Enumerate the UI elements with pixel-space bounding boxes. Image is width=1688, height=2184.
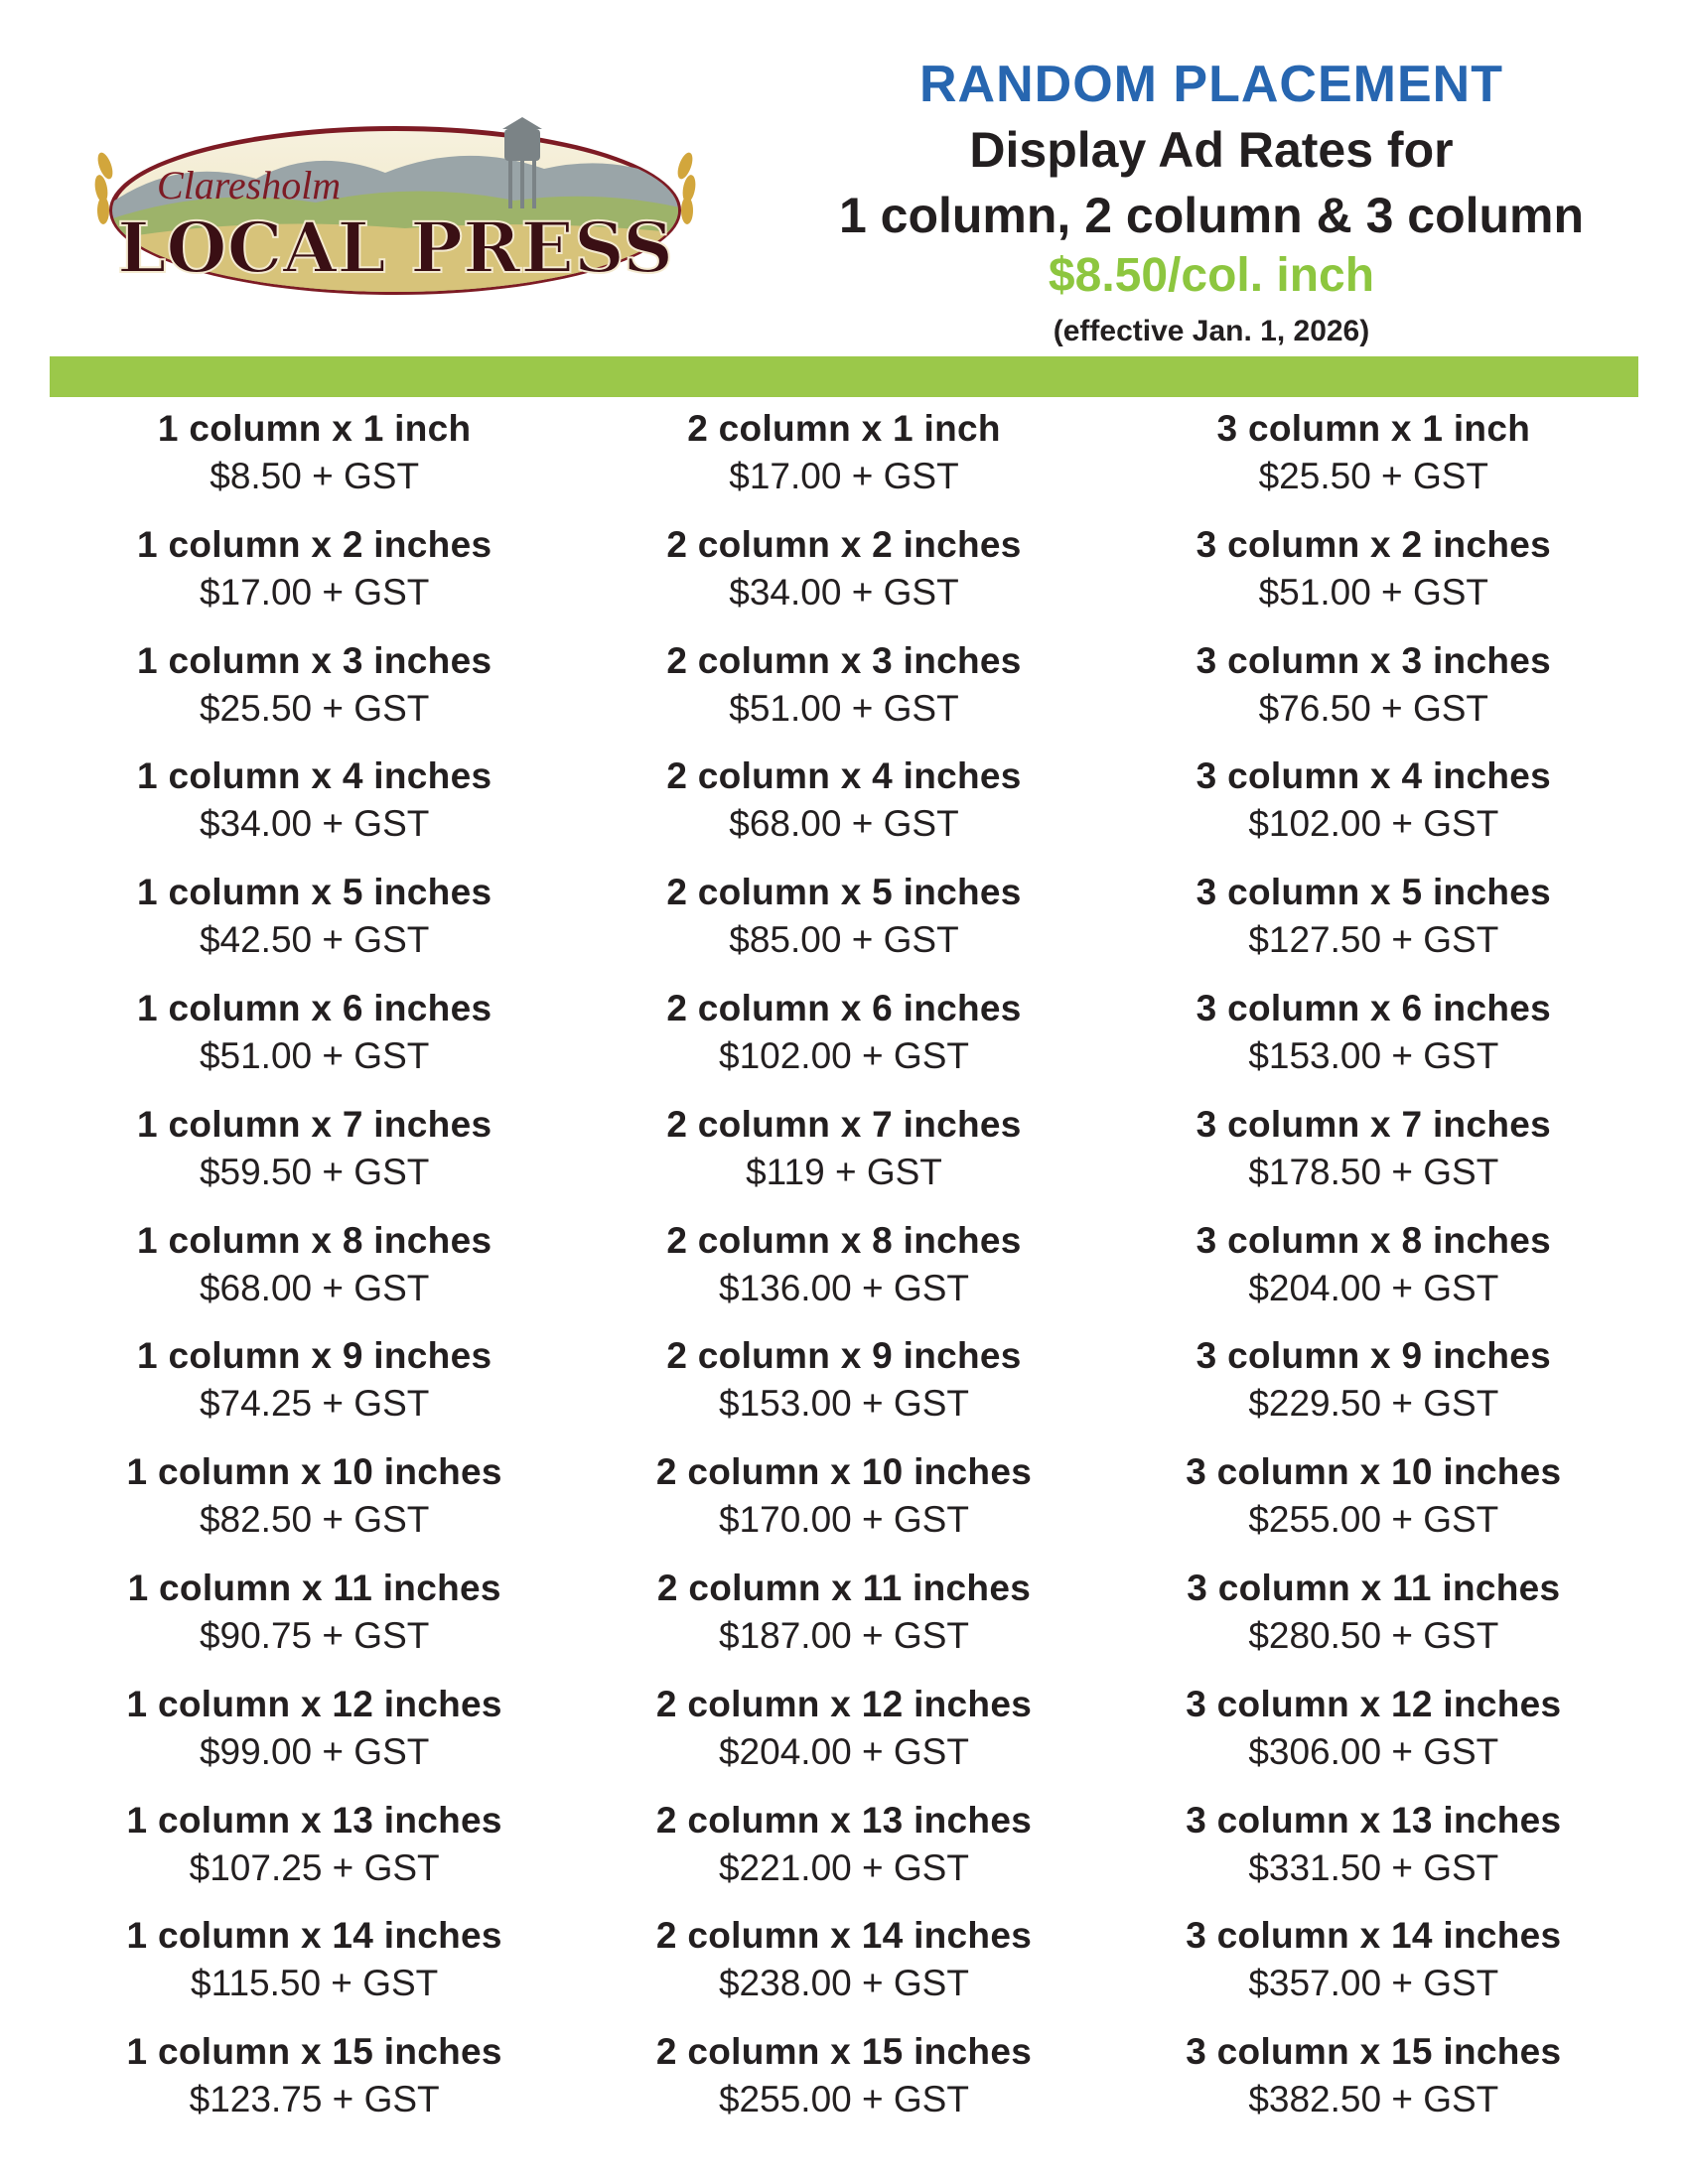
column-options-title: 1 column, 2 column & 3 column <box>838 188 1585 243</box>
rate-header <box>735 52 1688 359</box>
rate-entry <box>1186 1681 1561 1797</box>
ad-size: 2 column x 13 inches <box>655 1799 1033 1841</box>
ad-price: $34.00 + GST <box>729 571 959 613</box>
rate-entry <box>656 1912 1032 2028</box>
ad-size: 1 column x 15 inches <box>126 2031 502 2073</box>
ad-size: 1 column x 8 inches <box>137 1219 492 1261</box>
ad-size: 3 column x 15 inches <box>1186 2031 1562 2073</box>
rate-entry <box>656 1681 1032 1797</box>
ad-size: 3 column x 5 inches <box>1196 872 1551 913</box>
rate-entry <box>656 1448 1032 1565</box>
ad-size: 1 column x 12 inches <box>126 1683 502 1724</box>
rate-entry <box>127 1797 502 1913</box>
ad-price: $382.50 + GST <box>1248 2079 1499 2120</box>
ad-price: $255.00 + GST <box>1248 1499 1499 1541</box>
ad-price: $153.00 + GST <box>1248 1034 1499 1076</box>
ad-size: 1 column x 3 inches <box>137 639 492 681</box>
rate-entry <box>1187 1565 1560 1681</box>
ad-size: 2 column x 2 inches <box>666 523 1022 565</box>
ad-price: $119 + GST <box>746 1151 942 1192</box>
rate-entry <box>666 752 1021 869</box>
rate-entry <box>1196 1101 1551 1217</box>
ad-price: $306.00 + GST <box>1248 1730 1499 1772</box>
rate-entry <box>137 752 492 869</box>
ad-size: 2 column x 9 inches <box>666 1335 1022 1377</box>
display-ad-rates-title: Display Ad Rates for <box>969 122 1454 178</box>
rate-per-column-inch: $8.50/col. inch <box>1048 249 1375 302</box>
ad-price: $280.50 + GST <box>1248 1614 1499 1656</box>
ad-price: $187.00 + GST <box>719 1614 969 1656</box>
ad-price: $59.50 + GST <box>199 1151 430 1192</box>
ad-size: 1 column x 7 inches <box>137 1103 492 1145</box>
ad-size: 2 column x 11 inches <box>656 1567 1032 1608</box>
rate-entry <box>687 405 1001 521</box>
ad-size: 1 column x 13 inches <box>126 1799 502 1841</box>
rate-entry <box>666 521 1021 637</box>
ad-price: $204.00 + GST <box>718 1730 969 1772</box>
ad-size: 1 column x 6 inches <box>137 987 492 1028</box>
rate-entry <box>1186 1912 1561 2028</box>
rate-entry <box>127 2028 502 2144</box>
ad-size: 2 column x 3 inches <box>666 639 1022 681</box>
ad-price: $178.50 + GST <box>1248 1151 1499 1192</box>
ad-size: 1 column x 4 inches <box>137 755 492 797</box>
ad-size: 2 column x 15 inches <box>655 2031 1033 2073</box>
ad-price: $25.50 + GST <box>199 687 430 729</box>
ad-size: 3 column x 4 inches <box>1196 755 1551 797</box>
rate-entry <box>666 1332 1021 1448</box>
water-tower-icon <box>502 117 542 208</box>
rate-entry <box>1186 1797 1561 1913</box>
ad-size: 3 column x 10 inches <box>1186 1451 1562 1493</box>
ad-price: $51.00 + GST <box>1258 571 1489 613</box>
ad-price: $238.00 + GST <box>718 1963 969 2004</box>
rate-entry <box>657 1565 1031 1681</box>
ad-size: 3 column x 12 inches <box>1186 1683 1562 1724</box>
ad-price: $170.00 + GST <box>718 1499 969 1541</box>
rate-entry <box>1217 405 1531 521</box>
rate-entry <box>1196 752 1551 869</box>
rate-entry <box>137 1101 492 1217</box>
rate-entry <box>1196 1217 1551 1333</box>
rate-entry <box>137 869 492 985</box>
ad-price: $25.50 + GST <box>1258 456 1489 496</box>
effective-date: (effective Jan. 1, 2026) <box>1053 315 1370 347</box>
ad-price: $221.00 + GST <box>718 1846 969 1888</box>
ad-size: 2 column x 7 inches <box>666 1103 1022 1145</box>
ad-price: $153.00 + GST <box>719 1383 969 1425</box>
ad-size: 2 column x 6 inches <box>666 987 1022 1028</box>
rate-entry <box>127 1681 502 1797</box>
rate-entry <box>1196 869 1551 985</box>
ad-price: $123.75 + GST <box>189 2079 440 2120</box>
ad-price: $102.00 + GST <box>1248 803 1499 845</box>
ad-price: $85.00 + GST <box>729 919 959 961</box>
rate-entry <box>656 1797 1032 1913</box>
rate-entry <box>656 2028 1032 2144</box>
ad-price: $8.50 + GST <box>210 456 420 496</box>
rates-grid <box>50 405 1638 2144</box>
rate-entry <box>137 985 492 1101</box>
ad-price: $17.00 + GST <box>729 456 959 496</box>
rate-entry <box>666 869 1021 985</box>
ad-price: $90.75 + GST <box>199 1614 430 1656</box>
ad-size: 2 column x 4 inches <box>666 755 1022 797</box>
ad-price: $68.00 + GST <box>199 1267 430 1308</box>
rate-entry <box>137 1217 492 1333</box>
ad-size: 2 column x 12 inches <box>655 1683 1033 1724</box>
ad-size: 3 column x 14 inches <box>1186 1915 1562 1957</box>
logo-main-text: LOCAL PRESS <box>117 206 673 289</box>
rate-entry <box>127 1912 502 2028</box>
ad-price: $34.00 + GST <box>199 803 430 845</box>
rate-entry <box>666 985 1021 1101</box>
ad-size: 1 column x 11 inches <box>127 1567 501 1608</box>
ad-price: $331.50 + GST <box>1248 1846 1499 1888</box>
ad-price: $107.25 + GST <box>189 1846 440 1888</box>
ad-size: 1 column x 9 inches <box>137 1335 492 1377</box>
ad-price: $136.00 + GST <box>719 1267 969 1308</box>
ad-price: $357.00 + GST <box>1248 1963 1499 2004</box>
rate-entry <box>1196 985 1551 1101</box>
ad-size: 3 column x 11 inches <box>1187 1567 1561 1608</box>
ad-size: 2 column x 8 inches <box>666 1219 1022 1261</box>
rate-column-1 <box>50 405 579 2144</box>
ad-size: 2 column x 1 inch <box>687 408 1001 449</box>
ad-price: $102.00 + GST <box>719 1034 969 1076</box>
ad-price: $99.00 + GST <box>199 1730 430 1772</box>
rate-entry <box>666 637 1021 753</box>
ad-price: $204.00 + GST <box>1248 1267 1499 1308</box>
rate-entry <box>127 1448 502 1565</box>
ad-price: $127.50 + GST <box>1248 919 1499 961</box>
rate-entry <box>1196 1332 1551 1448</box>
ad-price: $42.50 + GST <box>199 919 430 961</box>
ad-size: 3 column x 8 inches <box>1196 1219 1551 1261</box>
rate-entry <box>666 1217 1021 1333</box>
ad-size: 3 column x 3 inches <box>1196 639 1551 681</box>
rate-entry <box>1196 637 1551 753</box>
ad-size: 1 column x 5 inches <box>137 872 492 913</box>
ad-size: 3 column x 2 inches <box>1196 523 1551 565</box>
ad-price: $51.00 + GST <box>199 1034 430 1076</box>
rate-entry <box>666 1101 1021 1217</box>
ad-price: $17.00 + GST <box>199 571 430 613</box>
rate-entry <box>137 1332 492 1448</box>
ad-price: $255.00 + GST <box>718 2079 969 2120</box>
ad-size: 2 column x 14 inches <box>655 1915 1033 1957</box>
ad-size: 1 column x 14 inches <box>126 1915 502 1957</box>
rate-entry <box>128 1565 501 1681</box>
ad-size: 3 column x 13 inches <box>1186 1799 1562 1841</box>
rate-column-2 <box>579 405 1108 2144</box>
rate-column-3 <box>1109 405 1638 2144</box>
ad-price: $74.25 + GST <box>199 1383 430 1425</box>
placement-title: RANDOM PLACEMENT <box>919 56 1503 113</box>
ad-size: 1 column x 10 inches <box>126 1451 502 1493</box>
ad-size: 1 column x 1 inch <box>157 408 472 449</box>
ad-size: 1 column x 2 inches <box>137 523 492 565</box>
divider-bar <box>50 356 1638 397</box>
ad-size: 2 column x 10 inches <box>655 1451 1033 1493</box>
rate-entry <box>1186 1448 1561 1565</box>
ad-size: 3 column x 6 inches <box>1196 987 1551 1028</box>
ad-price: $51.00 + GST <box>729 687 959 729</box>
logo-top-text: Claresholm <box>157 163 342 207</box>
ad-size: 3 column x 9 inches <box>1196 1335 1551 1377</box>
ad-price: $68.00 + GST <box>729 803 959 845</box>
ad-size: 3 column x 7 inches <box>1196 1103 1551 1145</box>
ad-price: $229.50 + GST <box>1248 1383 1499 1425</box>
ad-size: 2 column x 5 inches <box>666 872 1022 913</box>
ad-price: $115.50 + GST <box>191 1963 439 2004</box>
ad-price: $76.50 + GST <box>1258 687 1489 729</box>
ad-price: $82.50 + GST <box>199 1499 430 1541</box>
rate-entry <box>137 521 492 637</box>
rate-entry <box>158 405 472 521</box>
ad-size: 3 column x 1 inch <box>1216 408 1531 449</box>
newspaper-logo <box>87 111 703 300</box>
rate-entry <box>137 637 492 753</box>
rate-entry <box>1196 521 1551 637</box>
rate-entry <box>1186 2028 1561 2144</box>
